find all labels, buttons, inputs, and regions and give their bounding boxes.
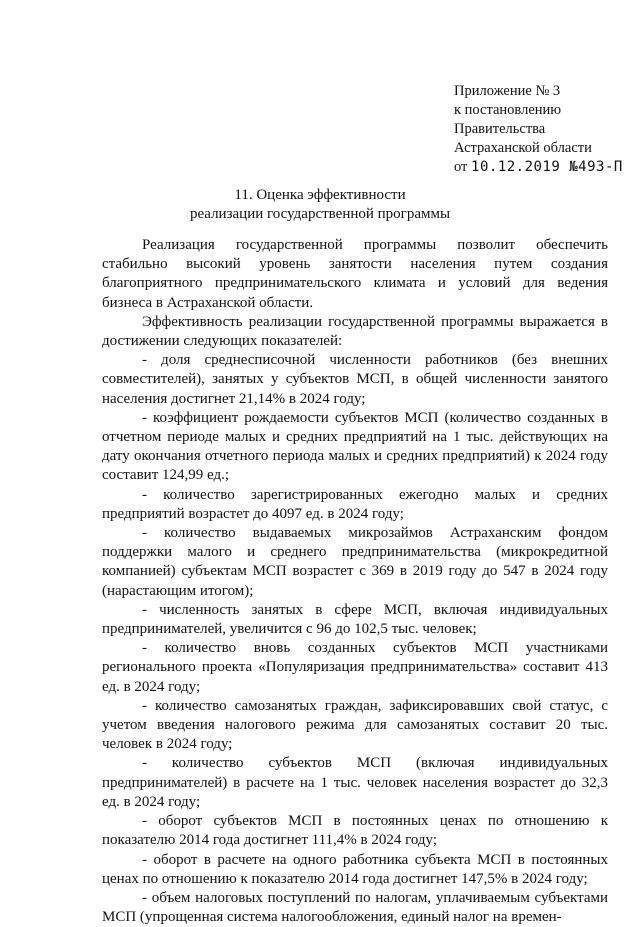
list-item: - количество самозанятых граждан, зафиксировавших свой статус, с учетом введения налогового режима для самозанятых составит 20 тыс. человек в 2024 году; — [102, 697, 608, 753]
list-item: - оборот субъектов МСП в постоянных ценах по отношению к показателю 2014 года достигнет 111,4% в 2024 году; — [102, 813, 608, 849]
appendix-header — [454, 82, 634, 177]
list-item: - оборот в расчете на одного работника субъекта МСП в постоянных ценах по отношению к показателю 2014 года достигнет 147,5% в 2024 году; — [102, 851, 608, 887]
appendix-date-prefix: от — [454, 159, 468, 175]
appendix-date-stamp: 10.12.2019 №493-П — [471, 159, 623, 175]
appendix-number: Приложение № 3 — [454, 83, 561, 99]
list-item: - количество зарегистрированных ежегодно малых и средних предприятий возрастет до 4097 ед. в 2024 году; — [102, 486, 608, 522]
list-item: - доля среднесписочной численности работников (без внешних совместителей), занятых у субъектов МСП, в общей численности занятого населения достигнет 21,14% в 2024 году; — [102, 352, 608, 407]
list-item: - численность занятых в сфере МСП, включая индивидуальных предпринимателей, увеличится с 96 до 102,5 тыс. человек; — [102, 601, 608, 638]
list-item: - объем налоговых поступлений по налогам, уплачиваемым субъектами МСП (упрощенная система налогообложения, единый налог на времен- — [102, 889, 608, 926]
section-subtitle: реализации государственной программы — [189, 206, 451, 222]
list-item: - количество субъектов МСП (включая индивидуальных предпринимателей) в расчете на 1 тыс. человек населения возрастет до 32,3 ед. в 2024 году; — [102, 755, 608, 810]
section-title: 11. Оценка эффективности — [234, 187, 406, 203]
section-heading — [0, 186, 640, 224]
list-item: - количество выдаваемых микрозаймов Астраханским фондом поддержки малого и среднего предпринимательства (микрокредитной компанией) субъектам МСП возрастет с 369 в 2019 году до 547 в 2024 году (нарастающим итогом); — [102, 525, 608, 599]
list-item: - коэффициент рождаемости субъектов МСП (количество созданных в отчетном периоде малых и средних предприятий на 1 тыс. действующих на дату окончания отчетного периода малых и средних предприятий) к 2024 году составит 124,99 ед.; — [102, 409, 608, 484]
appendix-to-resolution: к постановлению — [454, 102, 562, 118]
paragraph: Реализация государственной программы позволит обеспечить стабильно высокий уровень занятости населения путем создания благоприятного предпринимательского климата и условий для ведения бизнеса в Астраханской области. — [102, 237, 608, 311]
appendix-government: Правительства — [454, 121, 546, 137]
list-item: - количество вновь созданных субъектов МСП участниками регионального проекта «Популяризация предпринимательства» составит 413 ед. в 2024 году; — [102, 640, 608, 695]
appendix-region: Астраханской области — [454, 140, 592, 156]
paragraph: Эффективность реализации государственной программы выражается в достижении следующих показателей: — [102, 313, 608, 350]
document-body — [102, 236, 608, 927]
appendix-date-line — [454, 158, 634, 177]
